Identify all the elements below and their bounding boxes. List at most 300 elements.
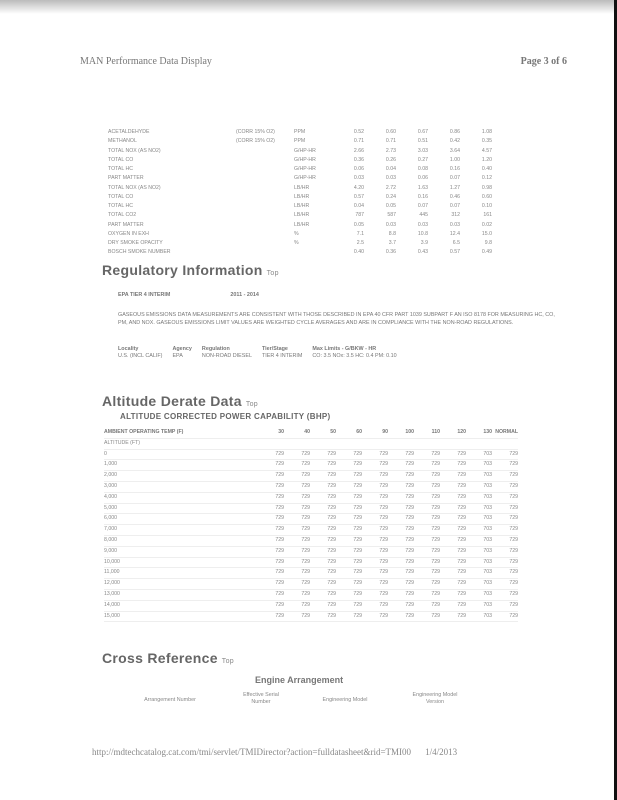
emission-condition bbox=[236, 211, 294, 220]
emissions-row bbox=[108, 184, 492, 193]
regulatory-header: Locality bbox=[118, 346, 139, 352]
emission-value: 0.03 bbox=[449, 221, 460, 228]
emission-value: 8.8 bbox=[388, 230, 396, 237]
derate-value: 703 bbox=[466, 557, 492, 568]
derate-value: 729 bbox=[362, 589, 388, 600]
derate-value: 729 bbox=[388, 611, 414, 622]
emission-value: 787 bbox=[355, 212, 364, 219]
derate-value: 703 bbox=[466, 460, 492, 471]
emission-value: 0.03 bbox=[385, 175, 396, 182]
derate-altitude-label-row bbox=[104, 438, 518, 449]
emission-name: PART MATTER bbox=[108, 175, 144, 182]
emission-value: 0.40 bbox=[481, 166, 492, 172]
derate-value: 729 bbox=[362, 514, 388, 525]
derate-value: 703 bbox=[466, 611, 492, 622]
derate-value: 729 bbox=[492, 611, 518, 622]
derate-row bbox=[104, 546, 518, 557]
emission-condition bbox=[236, 221, 294, 230]
emission-value: 0.60 bbox=[481, 193, 492, 200]
derate-value: 729 bbox=[310, 525, 336, 536]
derate-value: 729 bbox=[362, 546, 388, 557]
emission-name: TOTAL HC bbox=[108, 166, 133, 172]
emissions-row bbox=[108, 239, 492, 248]
emission-name: TOTAL CO2 bbox=[108, 212, 137, 219]
regulatory-cell: TIER 4 INTERIM bbox=[261, 353, 303, 359]
derate-empty-cell bbox=[310, 438, 336, 449]
derate-value: 729 bbox=[414, 492, 440, 503]
regulatory-cell: CO: 3.5 NOx: 3.5 HC: 0.4 PM: 0.10 bbox=[312, 353, 397, 359]
emission-unit: LB/HR bbox=[294, 203, 310, 209]
derate-value: 729 bbox=[284, 481, 310, 492]
emissions-row bbox=[108, 248, 492, 257]
derate-temp-header: 90 bbox=[362, 428, 388, 438]
emissions-row bbox=[108, 230, 492, 239]
derate-value: 729 bbox=[310, 503, 336, 514]
derate-value: 729 bbox=[310, 557, 336, 568]
derate-value: 729 bbox=[492, 557, 518, 568]
regulatory-title: Regulatory Information bbox=[102, 262, 263, 278]
derate-value: 729 bbox=[284, 579, 310, 590]
emissions-row bbox=[108, 156, 492, 165]
emission-value: 7.1 bbox=[356, 230, 364, 237]
derate-value: 729 bbox=[310, 611, 336, 622]
derate-value: 729 bbox=[388, 503, 414, 514]
derate-row bbox=[104, 525, 518, 536]
emission-condition bbox=[236, 248, 294, 257]
emission-unit: % bbox=[294, 240, 299, 246]
regulatory-tier bbox=[118, 292, 319, 298]
derate-value: 729 bbox=[414, 525, 440, 536]
emission-value: 0.71 bbox=[385, 138, 396, 145]
derate-altitude: 2,000 bbox=[104, 471, 258, 482]
derate-value: 729 bbox=[258, 568, 284, 579]
derate-value: 729 bbox=[362, 525, 388, 536]
emission-value: 9.8 bbox=[484, 240, 492, 246]
emission-value: 0.71 bbox=[353, 138, 364, 145]
derate-value: 729 bbox=[440, 492, 466, 503]
derate-temp-header: 30 bbox=[258, 428, 284, 438]
derate-value: 703 bbox=[466, 503, 492, 514]
derate-row bbox=[104, 535, 518, 546]
emission-condition: (CORR 15% O2) bbox=[236, 138, 275, 145]
derate-value: 703 bbox=[466, 546, 492, 557]
derate-value: 729 bbox=[440, 589, 466, 600]
derate-temp-header: 50 bbox=[310, 428, 336, 438]
emission-value: 0.98 bbox=[481, 184, 492, 191]
derate-value: 729 bbox=[310, 600, 336, 611]
emission-unit: G/HP-HR bbox=[294, 147, 316, 154]
derate-value: 729 bbox=[258, 514, 284, 525]
derate-value: 729 bbox=[362, 611, 388, 622]
derate-value: 729 bbox=[310, 449, 336, 460]
top-link[interactable]: Top bbox=[245, 401, 258, 408]
derate-row bbox=[104, 568, 518, 579]
derate-value: 729 bbox=[388, 471, 414, 482]
emission-name: PART MATTER bbox=[108, 221, 144, 228]
derate-empty-cell bbox=[414, 438, 440, 449]
regulatory-header: Agency bbox=[172, 346, 192, 352]
derate-value: 729 bbox=[388, 557, 414, 568]
emission-value: 0.02 bbox=[481, 221, 492, 228]
emission-condition bbox=[236, 239, 294, 248]
emission-value: 0.43 bbox=[417, 249, 428, 256]
emission-value: 0.60 bbox=[385, 129, 396, 135]
derate-value: 729 bbox=[284, 535, 310, 546]
emissions-row bbox=[108, 165, 492, 174]
derate-value: 729 bbox=[258, 600, 284, 611]
emission-value: 2.5 bbox=[356, 240, 364, 246]
derate-value: 729 bbox=[440, 449, 466, 460]
derate-value: 729 bbox=[492, 579, 518, 590]
xref-col-arrangement: Arrangement Number bbox=[144, 697, 196, 703]
derate-altitude: 11,000 bbox=[104, 568, 258, 579]
derate-value: 729 bbox=[258, 535, 284, 546]
derate-subtitle: ALTITUDE CORRECTED POWER CAPABILITY (BHP) bbox=[120, 412, 331, 421]
derate-value: 729 bbox=[440, 611, 466, 622]
derate-value: 729 bbox=[440, 579, 466, 590]
emission-value: 0.03 bbox=[353, 175, 364, 182]
derate-value: 729 bbox=[362, 535, 388, 546]
derate-value: 729 bbox=[388, 546, 414, 557]
derate-empty-cell bbox=[258, 438, 284, 449]
derate-value: 729 bbox=[258, 557, 284, 568]
derate-value: 729 bbox=[440, 535, 466, 546]
emission-value: 3.9 bbox=[420, 240, 428, 246]
derate-value: 729 bbox=[414, 557, 440, 568]
derate-value: 729 bbox=[440, 514, 466, 525]
derate-table bbox=[104, 428, 518, 622]
derate-altitude: 8,000 bbox=[104, 535, 258, 546]
footer-date: 1/4/2013 bbox=[425, 747, 458, 757]
derate-value: 729 bbox=[336, 600, 362, 611]
derate-value: 729 bbox=[284, 460, 310, 471]
derate-value: 729 bbox=[362, 460, 388, 471]
derate-value: 729 bbox=[284, 449, 310, 460]
emission-value: 0.08 bbox=[417, 166, 428, 172]
derate-value: 729 bbox=[492, 525, 518, 536]
derate-row bbox=[104, 611, 518, 622]
emission-value: 0.10 bbox=[481, 203, 492, 209]
derate-empty-cell bbox=[388, 438, 414, 449]
emission-value: 0.46 bbox=[449, 193, 460, 200]
emission-value: 0.07 bbox=[449, 203, 460, 209]
derate-altitude: 15,000 bbox=[104, 611, 258, 622]
derate-temp-header: 110 bbox=[414, 428, 440, 438]
emission-value: 4.20 bbox=[353, 184, 364, 191]
regulatory-row bbox=[118, 353, 407, 360]
derate-value: 703 bbox=[466, 600, 492, 611]
emission-condition bbox=[236, 184, 294, 193]
regulatory-disclaimer: GASEOUS EMISSIONS DATA MEASUREMENTS ARE CONSISTENT WITH THOSE DESCRIBED IN EPA 40 CFR PART 1039 SUBPART F AN ISO 8178 FOR MEASURING HC, CO, PM, AND NOX. GASEOUS EMISSIONS LIMIT VALUES ARE WEIGHTED CYCLE AVERAGES AND ARE IN COMPLIANCE WITH THE NON-ROAD REGULATIONS. bbox=[118, 312, 555, 326]
derate-row bbox=[104, 492, 518, 503]
emission-value: 2.72 bbox=[385, 184, 396, 191]
top-link[interactable]: Top bbox=[266, 270, 279, 277]
emission-name: TOTAL NOX (AS NO2) bbox=[108, 147, 161, 154]
derate-value: 729 bbox=[440, 546, 466, 557]
derate-value: 729 bbox=[492, 546, 518, 557]
derate-altitude-label: ALTITUDE (FT) bbox=[104, 438, 258, 449]
derate-value: 729 bbox=[388, 492, 414, 503]
derate-value: 729 bbox=[362, 503, 388, 514]
derate-value: 729 bbox=[336, 525, 362, 536]
derate-value: 729 bbox=[492, 514, 518, 525]
derate-value: 729 bbox=[258, 589, 284, 600]
regulatory-cell: U.S. (INCL CALIF) bbox=[118, 353, 163, 359]
emission-value: 0.51 bbox=[417, 138, 428, 145]
derate-row bbox=[104, 589, 518, 600]
emission-value: 0.03 bbox=[417, 221, 428, 228]
emission-value: 312 bbox=[451, 212, 460, 219]
regulatory-table bbox=[118, 346, 407, 360]
cross-reference-section-title bbox=[102, 650, 234, 666]
derate-value: 729 bbox=[414, 471, 440, 482]
derate-value: 703 bbox=[466, 471, 492, 482]
derate-value: 729 bbox=[258, 481, 284, 492]
emission-value: 0.05 bbox=[353, 221, 364, 228]
derate-value: 729 bbox=[440, 481, 466, 492]
derate-section-title bbox=[102, 393, 258, 409]
derate-value: 729 bbox=[284, 589, 310, 600]
emission-value: 0.06 bbox=[353, 166, 364, 172]
derate-value: 729 bbox=[414, 589, 440, 600]
derate-value: 729 bbox=[492, 460, 518, 471]
derate-altitude: 7,000 bbox=[104, 525, 258, 536]
regulatory-header-row bbox=[118, 346, 407, 353]
derate-value: 729 bbox=[336, 611, 362, 622]
derate-value: 729 bbox=[440, 557, 466, 568]
derate-value: 729 bbox=[388, 589, 414, 600]
derate-row bbox=[104, 514, 518, 525]
derate-value: 729 bbox=[284, 514, 310, 525]
derate-row bbox=[104, 481, 518, 492]
derate-value: 729 bbox=[310, 471, 336, 482]
emission-value: 0.12 bbox=[481, 175, 492, 182]
derate-value: 729 bbox=[362, 579, 388, 590]
engine-arrangement-title: Engine Arrangement bbox=[255, 675, 344, 685]
derate-value: 729 bbox=[284, 611, 310, 622]
derate-value: 729 bbox=[414, 579, 440, 590]
emission-unit bbox=[294, 248, 332, 257]
derate-value: 729 bbox=[492, 481, 518, 492]
regulatory-cell: EPA bbox=[172, 353, 183, 359]
page-footer bbox=[92, 747, 457, 757]
emission-value: 3.7 bbox=[388, 240, 396, 246]
emission-value: 0.67 bbox=[417, 129, 428, 135]
derate-value: 729 bbox=[258, 525, 284, 536]
emission-value: 0.05 bbox=[385, 203, 396, 209]
emission-value: 1.20 bbox=[481, 156, 492, 163]
emission-name: BOSCH SMOKE NUMBER bbox=[108, 249, 171, 256]
derate-row bbox=[104, 600, 518, 611]
derate-value: 729 bbox=[336, 460, 362, 471]
derate-altitude: 6,000 bbox=[104, 514, 258, 525]
derate-value: 729 bbox=[492, 492, 518, 503]
emission-value: 2.66 bbox=[353, 147, 364, 154]
emission-condition bbox=[236, 165, 294, 174]
emission-value: 6.5 bbox=[452, 240, 460, 246]
derate-value: 729 bbox=[258, 449, 284, 460]
emission-value: 0.16 bbox=[449, 166, 460, 172]
emission-name: OXYGEN IN EXH bbox=[108, 230, 149, 237]
derate-value: 729 bbox=[414, 514, 440, 525]
emissions-row bbox=[108, 137, 492, 146]
derate-row bbox=[104, 449, 518, 460]
emission-value: 0.42 bbox=[449, 138, 460, 145]
derate-value: 729 bbox=[284, 546, 310, 557]
page-number: Page 3 of 6 bbox=[520, 56, 567, 67]
derate-value: 729 bbox=[336, 471, 362, 482]
derate-value: 729 bbox=[388, 449, 414, 460]
derate-value: 729 bbox=[362, 557, 388, 568]
derate-value: 729 bbox=[414, 546, 440, 557]
derate-temp-header: 120 bbox=[440, 428, 466, 438]
derate-value: 729 bbox=[388, 514, 414, 525]
footer-url[interactable]: http://mdtechcatalog.cat.com/tmi/servlet/TMIDirector?action=fulldatasheet&rid=TMI00 bbox=[92, 747, 412, 757]
derate-value: 729 bbox=[310, 514, 336, 525]
derate-value: 729 bbox=[284, 492, 310, 503]
derate-value: 729 bbox=[492, 503, 518, 514]
emission-condition: (CORR 15% O2) bbox=[236, 129, 275, 135]
emission-value: 0.06 bbox=[417, 175, 428, 182]
emission-unit: LB/HR bbox=[294, 221, 310, 228]
derate-value: 729 bbox=[336, 492, 362, 503]
derate-value: 729 bbox=[284, 471, 310, 482]
emission-value: 1.27 bbox=[449, 184, 460, 191]
emission-unit: LB/HR bbox=[294, 212, 310, 219]
emission-unit: LB/HR bbox=[294, 193, 310, 200]
emission-unit: G/HP-HR bbox=[294, 156, 316, 163]
emission-value: 10.8 bbox=[417, 230, 428, 237]
derate-value: 729 bbox=[388, 579, 414, 590]
derate-value: 729 bbox=[388, 568, 414, 579]
regulatory-header: Regulation bbox=[201, 346, 230, 352]
derate-value: 729 bbox=[310, 481, 336, 492]
emission-value: 0.36 bbox=[385, 249, 396, 256]
derate-value: 729 bbox=[336, 514, 362, 525]
derate-empty-cell bbox=[440, 438, 466, 449]
regulatory-header: Tier/Stage bbox=[261, 346, 288, 352]
top-link[interactable]: Top bbox=[221, 658, 234, 665]
derate-altitude: 5,000 bbox=[104, 503, 258, 514]
emission-value: 1.63 bbox=[417, 184, 428, 191]
emission-value: 0.04 bbox=[385, 166, 396, 172]
derate-value: 703 bbox=[466, 579, 492, 590]
regulatory-header: Max Limits - G/BKW - HR bbox=[312, 346, 377, 352]
derate-value: 729 bbox=[388, 481, 414, 492]
cross-reference-title: Cross Reference bbox=[102, 650, 218, 666]
derate-value: 729 bbox=[362, 481, 388, 492]
derate-header-row bbox=[104, 428, 518, 438]
emission-value: 0.04 bbox=[353, 203, 364, 209]
emissions-row bbox=[108, 221, 492, 230]
emission-condition bbox=[236, 202, 294, 211]
derate-value: 729 bbox=[414, 449, 440, 460]
emission-value: 3.03 bbox=[417, 147, 428, 154]
derate-value: 729 bbox=[336, 579, 362, 590]
emission-value: 0.35 bbox=[481, 138, 492, 145]
derate-temp-header: NORMAL bbox=[492, 428, 518, 438]
derate-empty-cell bbox=[336, 438, 362, 449]
derate-altitude: 1,000 bbox=[104, 460, 258, 471]
emission-unit: % bbox=[294, 230, 299, 237]
emissions-row bbox=[108, 211, 492, 220]
derate-value: 729 bbox=[388, 600, 414, 611]
emission-value: 0.57 bbox=[449, 249, 460, 256]
emission-condition bbox=[236, 230, 294, 239]
derate-value: 729 bbox=[362, 600, 388, 611]
derate-value: 729 bbox=[336, 589, 362, 600]
xref-col-model-version: Engineering Model Version bbox=[412, 692, 458, 705]
derate-value: 729 bbox=[492, 471, 518, 482]
emission-unit: PPM bbox=[294, 129, 306, 135]
derate-value: 729 bbox=[336, 535, 362, 546]
derate-value: 729 bbox=[388, 460, 414, 471]
derate-altitude: 0 bbox=[104, 449, 258, 460]
emission-name: TOTAL CO bbox=[108, 193, 134, 200]
derate-value: 729 bbox=[440, 503, 466, 514]
emission-value: 3.64 bbox=[449, 147, 460, 154]
emission-value: 0.27 bbox=[417, 156, 428, 163]
derate-value: 729 bbox=[284, 525, 310, 536]
derate-value: 729 bbox=[336, 568, 362, 579]
derate-empty-cell bbox=[362, 438, 388, 449]
emission-value: 1.08 bbox=[481, 129, 492, 135]
emission-name: METHANOL bbox=[108, 138, 137, 145]
derate-row bbox=[104, 503, 518, 514]
scan-shadow bbox=[0, 0, 617, 14]
derate-empty-cell bbox=[466, 438, 492, 449]
derate-row bbox=[104, 557, 518, 568]
emissions-row bbox=[108, 128, 492, 137]
derate-value: 703 bbox=[466, 568, 492, 579]
derate-value: 729 bbox=[258, 492, 284, 503]
derate-value: 729 bbox=[310, 589, 336, 600]
tier-name: EPA TIER 4 INTERIM bbox=[118, 292, 171, 298]
derate-empty-cell bbox=[284, 438, 310, 449]
derate-altitude: 12,000 bbox=[104, 579, 258, 590]
emission-value: 4.57 bbox=[481, 147, 492, 154]
derate-title: Altitude Derate Data bbox=[102, 393, 242, 409]
emissions-row bbox=[108, 174, 492, 183]
regulatory-cell: NON-ROAD DIESEL bbox=[201, 353, 252, 359]
emission-value: 0.07 bbox=[449, 175, 460, 182]
derate-value: 703 bbox=[466, 449, 492, 460]
emission-value: 587 bbox=[387, 212, 396, 219]
derate-value: 729 bbox=[440, 460, 466, 471]
emission-unit: PPM bbox=[294, 138, 306, 145]
derate-row bbox=[104, 579, 518, 590]
derate-value: 729 bbox=[336, 503, 362, 514]
emission-unit: G/HP-HR bbox=[294, 175, 316, 182]
emission-value: 0.86 bbox=[449, 129, 460, 135]
emissions-row bbox=[108, 147, 492, 156]
emission-unit: LB/HR bbox=[294, 184, 310, 191]
derate-empty-cell bbox=[492, 438, 518, 449]
derate-value: 729 bbox=[492, 535, 518, 546]
emission-value: 0.26 bbox=[385, 156, 396, 163]
derate-value: 729 bbox=[258, 579, 284, 590]
derate-value: 729 bbox=[414, 600, 440, 611]
derate-row bbox=[104, 471, 518, 482]
derate-value: 703 bbox=[466, 492, 492, 503]
emissions-row bbox=[108, 202, 492, 211]
derate-value: 729 bbox=[310, 568, 336, 579]
derate-value: 729 bbox=[492, 449, 518, 460]
emission-condition bbox=[236, 147, 294, 156]
derate-value: 729 bbox=[388, 535, 414, 546]
derate-value: 703 bbox=[466, 589, 492, 600]
derate-value: 729 bbox=[492, 589, 518, 600]
